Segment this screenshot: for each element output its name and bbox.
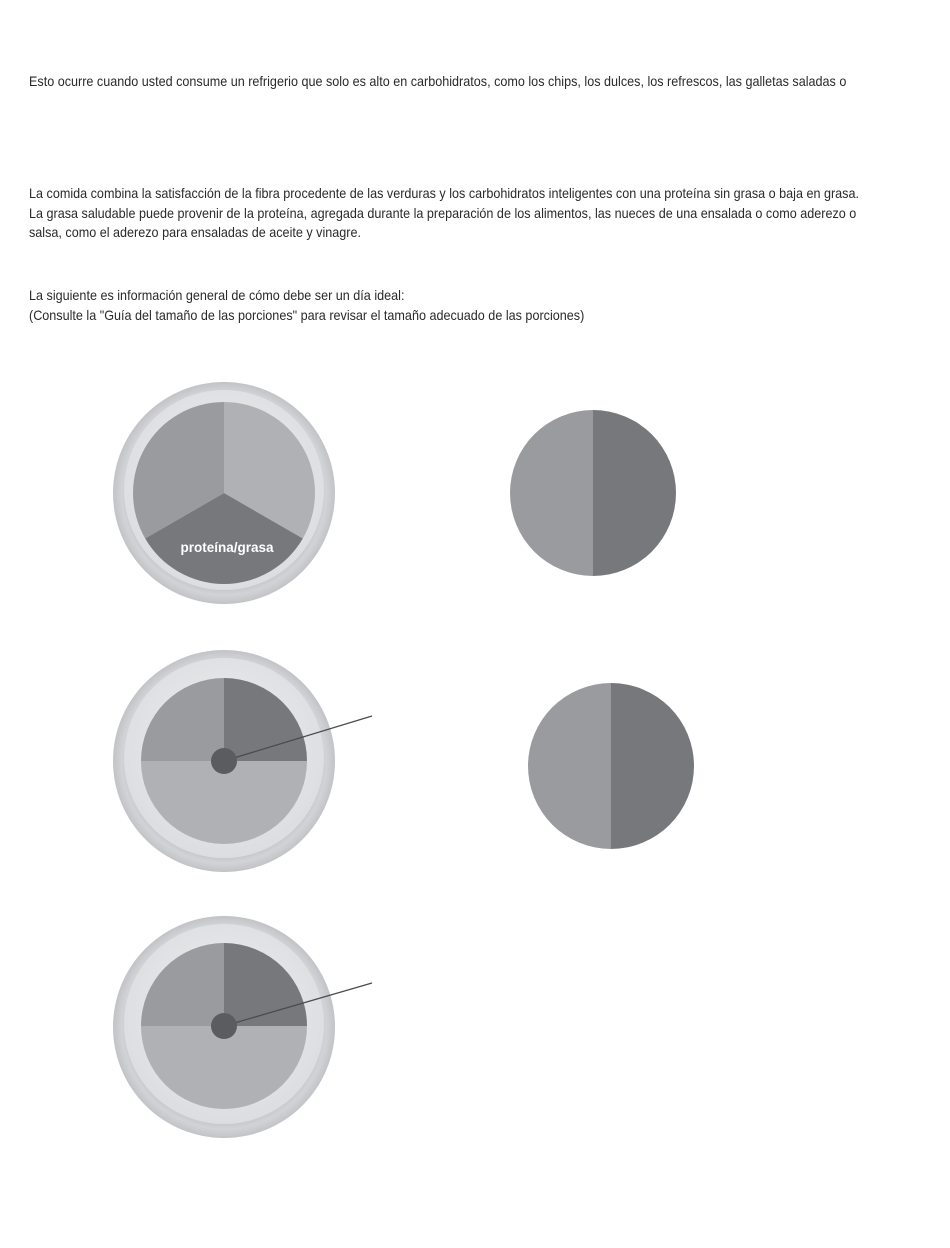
meal-paragraph-line-3: salsa, como el aderezo para ensaladas de aceite y vinagre. [29, 224, 362, 240]
half-circle-1 [510, 410, 676, 576]
snack-paragraph-line-1: Esto ocurre cuando usted consume un refrigerio que solo es alto en carbohidratos, como los chips, los dulces, los refrescos, las galletas saladas o [29, 73, 847, 89]
plate-3-center-dot [211, 1013, 237, 1039]
half-circle-1-left [510, 410, 593, 576]
plate-1-protein-label: proteína/grasa [180, 540, 274, 555]
portion-guide-note: (Consulte la "Guía del tamaño de las porciones" para revisar el tamaño adecuado de las porciones) [29, 306, 585, 323]
half-circle-2-left [528, 683, 611, 849]
plate-2 [113, 650, 372, 872]
meal-paragraph-line-2: La grasa saludable puede provenir de la proteína, agregada durante la preparación de los alimentos, las nueces de una ensalada o como aderezo o [29, 204, 857, 221]
ideal-day-intro: La siguiente es información general de cómo debe ser un día ideal: [29, 287, 405, 303]
half-circle-2 [528, 683, 694, 849]
half-circle-2-right [611, 683, 694, 849]
plate-2-center-dot [211, 748, 237, 774]
half-circle-1-right [593, 410, 676, 576]
meal-paragraph-line-1: La comida combina la satisfacción de la fibra procedente de las verduras y los carbohidratos inteligentes con una proteína sin grasa o baja en grasa. [29, 185, 859, 201]
plate-3 [113, 916, 372, 1138]
plate-1 [113, 382, 335, 604]
